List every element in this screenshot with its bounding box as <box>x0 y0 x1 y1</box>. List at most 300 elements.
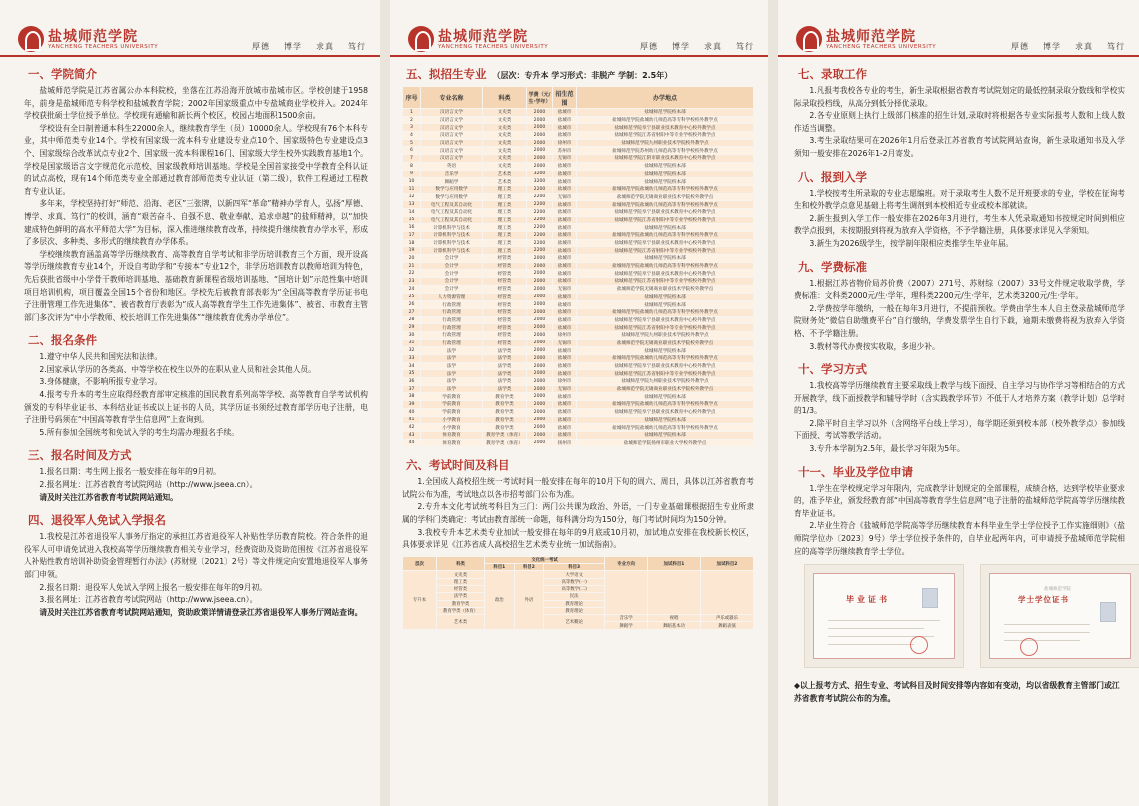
table-cell: 盐城师范学院盐城幼儿师范高等专科学校校外教学点 <box>577 201 754 209</box>
table-cell: 2000 <box>527 124 553 132</box>
table-cell: 汉语言文学 <box>421 124 483 132</box>
table-cell: 行政管理 <box>421 308 483 316</box>
table-cell: 盐城师范学院盐城幼儿师范高等专科学校校外教学点 <box>577 401 754 409</box>
table-cell: 行政管理 <box>421 324 483 332</box>
table-cell: 经管类 <box>437 586 485 593</box>
table-row <box>403 355 754 363</box>
list-item: 2.除平时自主学习以外（含网络平台线上学习），每学期还须到校本部（校外教学点）参加线下面授、考试等教学活动。 <box>794 418 1125 441</box>
table-cell: 无锡市 <box>553 339 577 347</box>
table-cell: 电气工程及其自动化 <box>421 216 483 224</box>
motto-word: 求真 <box>316 42 334 51</box>
table-cell: 法学 <box>421 378 483 386</box>
table-cell: 19 <box>403 247 421 255</box>
table-cell: 高等数学(二) <box>544 586 605 593</box>
list-item: 3.专升本学制为2.5年，最长学习年限为5年。 <box>809 444 965 454</box>
table-cell: 2000 <box>527 270 553 278</box>
school-name-en: YANCHENG TEACHERS UNIVERSITY <box>48 44 159 50</box>
column-header: 加试科目2 <box>700 556 753 571</box>
table-cell: 理工类 <box>483 193 527 201</box>
table-cell: 政治 <box>485 571 515 629</box>
section-title: 七、录取工作 <box>798 67 867 81</box>
table-cell: 盐城师范学院阜宁县职业技术教育中心校外教学点 <box>577 239 754 247</box>
table-cell: 文史类 <box>483 139 527 147</box>
motto-word: 博学 <box>672 42 690 51</box>
table-cell: 学前教育 <box>421 408 483 416</box>
motto-word: 求真 <box>704 42 722 51</box>
disclaimer-note: ◆以上报考方式、招生专业、考试科目及时间安排等内容如有变动，均以省级教育主管部门或江苏省教育考试院公布的为准。 <box>794 681 1120 703</box>
column-header: 招生范围 <box>553 87 577 109</box>
list-item: 2.报名网址：江苏省教育考试院网站（http://www.jseea.cn）。 <box>39 480 258 490</box>
table-cell: 高等数学(一) <box>544 578 605 585</box>
table-cell: 经管类 <box>483 316 527 324</box>
table-cell: 32 <box>403 347 421 355</box>
table-cell: 37 <box>403 385 421 393</box>
table-row <box>403 293 754 301</box>
table-cell: 2200 <box>527 247 553 255</box>
table-cell: 盐城师范学院盐城幼儿师范高等专科学校校外教学点 <box>577 116 754 124</box>
table-cell: 专升本 <box>403 571 437 629</box>
table-cell: 盐城市 <box>553 224 577 232</box>
section-title: 十一、毕业及学位申请 <box>798 464 913 479</box>
section-title: 六、考试时间及科目 <box>406 458 510 473</box>
plan-subtitle: （层次：专升本 学习形式：非脱产 学制：2.5年） <box>492 71 673 80</box>
table-cell: 盐城师范学院盐城幼儿师范高等专科学校校外教学点 <box>577 262 754 270</box>
table-cell: 1 <box>403 109 421 117</box>
table-cell: 盐城师范学院无锡商业职业技术学院校外教学点 <box>577 193 754 201</box>
table-row <box>403 239 754 247</box>
page-1 <box>0 0 380 806</box>
table-cell: 15 <box>403 216 421 224</box>
table-cell: 2000 <box>527 378 553 386</box>
table-cell: 5 <box>403 139 421 147</box>
table-cell: 2000 <box>527 416 553 424</box>
table-cell: 盐城师范学院校本部 <box>577 393 754 401</box>
table-cell: 盐城市 <box>553 232 577 240</box>
list-item: 1.学校按考生所录取的专业志愿编班。对于录取考生人数不足开班要求的专业，学校在征询考生和校外教学点意见基础上将考生调剂到本校相近专业或校本部就读。 <box>794 188 1125 211</box>
table-cell: 数学与应用数学 <box>421 193 483 201</box>
table-cell: 16 <box>403 224 421 232</box>
table-row <box>403 109 754 117</box>
table-cell: 盐城师范学院江苏省射阳中等专业学校校外教学点 <box>577 278 754 286</box>
table-cell: 经管类 <box>483 270 527 278</box>
table-cell: 盐城师范学院校本部 <box>577 347 754 355</box>
table-cell: 盐城师范学院盐城幼儿师范高等专科学校校外教学点 <box>577 424 754 432</box>
table-row <box>403 393 754 401</box>
table-cell: 经管类 <box>483 278 527 286</box>
table-cell: 25 <box>403 293 421 301</box>
table-cell: 4 <box>403 132 421 140</box>
table-cell: 盐城市 <box>553 132 577 140</box>
table-row <box>403 339 754 347</box>
section-title <box>406 67 754 83</box>
table-cell: 21 <box>403 262 421 270</box>
column-header: 专业名称 <box>421 87 483 109</box>
table-cell: 24 <box>403 285 421 293</box>
photo-placeholder <box>922 588 938 608</box>
table-cell: 2000 <box>527 347 553 355</box>
table-cell: 小学教育 <box>421 424 483 432</box>
table-cell: 盐城师范学院阜宁县职业技术教育中心校外教学点 <box>577 362 754 370</box>
table-cell: 盐城师范学院九州职业技术学院校外教学点 <box>577 331 754 339</box>
diploma-certificate-image <box>804 564 964 668</box>
table-cell: 34 <box>403 362 421 370</box>
table-cell: 盐城师范学院阜宁县职业技术教育中心校外教学点 <box>577 270 754 278</box>
table-cell: 教育学类 <box>483 393 527 401</box>
table-row <box>403 208 754 216</box>
table-cell: 盐城师范学院无锡商业职业技术学院校外教学点 <box>577 385 754 393</box>
list-item: 1.学生在学校规定学习年限内，完成教学计划规定的全部课程，成绩合格，达到学校毕业要求的，准予毕业，颁发经教育部“中国高等教育学生信息网”电子注册的盐城师范学院高等学历继续教育毕业证书。 <box>794 483 1125 518</box>
table-cell: 会计学 <box>421 255 483 263</box>
table-row <box>403 401 754 409</box>
table-row <box>403 193 754 201</box>
table-row <box>403 285 754 293</box>
table-cell: 3200 <box>527 178 553 186</box>
table-cell: 盐城师范学院无锡商业职业技术学院校外教学点 <box>577 285 754 293</box>
table-cell: 2000 <box>527 278 553 286</box>
table-cell: 2200 <box>527 185 553 193</box>
list-item: 3.考生录取结果可在2026年1月后登录江苏省教育考试院网站查询，新生录取通知书及入学须知一般安排在2026年1-2月寄发。 <box>794 136 1125 158</box>
table-cell: 36 <box>403 378 421 386</box>
table-cell: 盐城师范学院江阴市职业技术教育中心校外教学点 <box>577 155 754 163</box>
table-cell: 外语 <box>514 571 544 629</box>
table-cell: 经管类 <box>483 324 527 332</box>
table-cell: 7 <box>403 155 421 163</box>
table-row <box>403 278 754 286</box>
list-item: 3.教材等代办费按实收取，多退少补。 <box>809 341 940 351</box>
table-cell: 计算机科学与技术 <box>421 247 483 255</box>
table-cell: 2200 <box>527 201 553 209</box>
school-logo-icon <box>408 26 434 52</box>
bold-notice: 请及时关注江苏省教育考试院网站通知。 <box>39 492 178 502</box>
table-cell: 12 <box>403 193 421 201</box>
table-cell: 2000 <box>527 362 553 370</box>
table-cell: 经管类 <box>483 293 527 301</box>
column-header: 层次 <box>403 556 437 571</box>
list-item: 3.身体健康，不影响所报专业学习。 <box>39 377 163 387</box>
list-item: 2.各专业原则上执行上级部门核准的招生计划,录取时将根据各专业实际报考人数和上线人数作适当调整。 <box>794 111 1125 133</box>
table-cell: 6 <box>403 147 421 155</box>
table-cell: 教育理论 <box>544 600 605 607</box>
table-cell: 盐城市 <box>553 255 577 263</box>
table-cell: 盐城师范学院校本部 <box>577 224 754 232</box>
school-name-cn: 盐城师范学院 <box>438 29 528 45</box>
table-cell: 2200 <box>527 232 553 240</box>
table-cell: 理工类 <box>483 208 527 216</box>
table-cell: 会计学 <box>421 285 483 293</box>
table-cell: 文史类 <box>483 147 527 155</box>
table-cell: 35 <box>403 370 421 378</box>
column-header: 科目1 <box>485 564 515 571</box>
table-cell: 法学 <box>421 385 483 393</box>
table-cell: 2000 <box>527 339 553 347</box>
paragraph: 学校继续教育涵盖高等学历继续教育、高等教育自学考试和非学历培训教育三个方面，现开设高等学历继续教育专业14个，开设自考助学和“专接本”专业12个，非学历培训教育以教师培训为特色，先后获批省级中小学骨干教师培训基地、基础教育新课程省级培训基地、“国培计划”示范性集中培训项目培训机构，项目覆盖全国15个省份和地区。学校先后被教育部表彰为“全国高等教育学历证书电子注册管理工作先进集体”、被省教育厅表彰为“成人高等教育学生工作先进集体”、被省、市教育主管部门多次评为“中小学教师、校长培训工作先进集体”“继续教育优秀办学单位”。 <box>24 249 368 322</box>
table-cell: 盐城师范学院校本部 <box>577 109 754 117</box>
table-cell: 理工类 <box>483 247 527 255</box>
motto-word: 求真 <box>1075 42 1093 51</box>
page-header <box>0 0 380 58</box>
list-item: 1.报名日期：考生网上报名一般安排在每年的9月初。 <box>39 467 221 477</box>
table-row <box>403 362 754 370</box>
table-cell: 教育学类 <box>483 408 527 416</box>
table-cell: 教育学类 <box>483 424 527 432</box>
table-cell: 3 <box>403 124 421 132</box>
table-cell: 42 <box>403 424 421 432</box>
table-row <box>403 155 754 163</box>
table-cell: 2200 <box>527 193 553 201</box>
table-cell: 盐城市 <box>553 124 577 132</box>
table-cell: 2000 <box>527 308 553 316</box>
list-item: 4.报考专升本的考生应取得经教育部审定核准的国民教育系列高等学校、高等教育自学考试机构颁发的专科毕业证书、本科结业证书或以上证书的人员，其学历证书须经过教育部学历电子注册，电子注册号码须在“中国高等教育学生信息网”上查询到。 <box>24 390 368 425</box>
table-row <box>403 124 754 132</box>
school-logo-icon <box>18 26 44 52</box>
section-title: 十、学习方式 <box>798 362 867 377</box>
table-cell: 汉语言文学 <box>421 116 483 124</box>
header-rule <box>390 55 768 57</box>
list-item: 1.根据江苏省物价局苏价费（2007）271号、苏财综（2007）33号文件规定收取学费，学费标准：文科类2000元/生·学年，理科类2200元/生·学年，艺术类3200元/生·学年。 <box>794 278 1125 301</box>
table-cell: 43 <box>403 431 421 439</box>
table-cell: 盐城市 <box>553 201 577 209</box>
table-cell: 体育教育 <box>421 431 483 439</box>
table-cell: 23 <box>403 278 421 286</box>
column-header: 科目2 <box>514 564 544 571</box>
table-row <box>403 439 754 447</box>
table-cell: 2000 <box>527 285 553 293</box>
table-cell: 盐城师范学院盐城幼儿师范高等专科学校校外教学点 <box>577 232 754 240</box>
table-cell: 苏州市 <box>553 147 577 155</box>
table-cell: 盐城市 <box>553 208 577 216</box>
table-cell: 经管类 <box>483 285 527 293</box>
page-fold <box>380 0 390 806</box>
table-row <box>403 116 754 124</box>
table-cell: 盐城师范学院校本部 <box>577 301 754 309</box>
table-cell: 盐城市 <box>553 216 577 224</box>
table-cell: 盐城市 <box>553 424 577 432</box>
section-title: 九、学费标准 <box>798 259 867 274</box>
table-cell: 法学类 <box>483 355 527 363</box>
table-cell: 学前教育 <box>421 401 483 409</box>
table-cell: 盐城师范学院江苏省射阳中等专业学校校外教学点 <box>577 247 754 255</box>
table-cell: 盐城师范学院盐城幼儿师范高等专科学校校外教学点 <box>577 185 754 193</box>
table-cell: 盐城市 <box>553 116 577 124</box>
table-cell: 盐城市 <box>553 431 577 439</box>
table-cell: 经管类 <box>483 262 527 270</box>
school-name-en: YANCHENG TEACHERS UNIVERSITY <box>826 44 937 50</box>
seal-icon <box>910 636 928 654</box>
table-cell: 盐城师范学院校本部 <box>577 255 754 263</box>
table-cell: 电气工程及其自动化 <box>421 201 483 209</box>
table-cell: 44 <box>403 439 421 447</box>
list-item: 2.国家承认学历的各类高、中等学校在校生以外的在职从业人员和社会其他人员。 <box>39 364 316 374</box>
list-item: 3.新生为2026级学生，按学制年限相应类推学生毕业年届。 <box>809 238 1014 248</box>
school-motto <box>997 41 1125 52</box>
table-cell: 汉语言文学 <box>421 132 483 140</box>
table-cell: 舞蹈基本功 <box>647 622 700 629</box>
table-cell: 文史类 <box>483 109 527 117</box>
table-header-row <box>403 87 754 109</box>
table-cell: 41 <box>403 416 421 424</box>
table-cell: 39 <box>403 401 421 409</box>
school-motto <box>238 41 366 52</box>
table-row <box>403 216 754 224</box>
table-cell: 教育学类（体育） <box>483 431 527 439</box>
table-row <box>403 378 754 386</box>
section-title: 八、报到入学 <box>798 169 867 184</box>
table-cell: 2000 <box>527 293 553 301</box>
table-cell: 艺术类 <box>483 178 527 186</box>
table-cell: 盐城师范学院盐城幼儿师范高等专科学校校外教学点 <box>577 355 754 363</box>
table-cell: 法学类 <box>483 362 527 370</box>
table-cell: 视唱 <box>647 615 700 622</box>
table-cell: 2000 <box>527 116 553 124</box>
table-cell: 盐城市 <box>553 293 577 301</box>
table-cell: 法学类 <box>483 370 527 378</box>
table-cell: 行政管理 <box>421 331 483 339</box>
table-cell: 会计学 <box>421 262 483 270</box>
table-row <box>403 370 754 378</box>
paragraph: 1.全国成人高校招生统一考试时间一般安排在每年的10月下旬的周六、周日，具体以江苏省教育考试院公布为准，考试地点以各市招考部门公布为准。 <box>402 477 754 499</box>
photo-placeholder <box>1100 602 1116 622</box>
table-cell <box>700 571 753 615</box>
table-cell: 盐城师范学院江苏省射阳中等专业学校校外教学点 <box>577 132 754 140</box>
table-row <box>403 178 754 186</box>
table-cell: 盐城市 <box>553 308 577 316</box>
table-cell: 盐城师范学院校本部 <box>577 416 754 424</box>
table-cell: 经管类 <box>483 301 527 309</box>
table-row <box>403 316 754 324</box>
table-cell: 汉语言文学 <box>421 155 483 163</box>
table-cell: 26 <box>403 301 421 309</box>
table-cell: 理工类 <box>483 201 527 209</box>
table-row <box>403 162 754 170</box>
table-cell: 盐城市 <box>553 362 577 370</box>
table-cell <box>605 571 648 615</box>
table-row <box>403 170 754 178</box>
table-cell: 声乐或器乐 <box>700 615 753 622</box>
table-cell: 盐城市 <box>553 170 577 178</box>
table-cell: 2000 <box>527 424 553 432</box>
degree-certificate-image <box>980 564 1139 668</box>
table-row <box>403 139 754 147</box>
table-cell: 2000 <box>527 262 553 270</box>
table-cell: 27 <box>403 308 421 316</box>
table-cell: 盐城市 <box>553 278 577 286</box>
table-cell: 9 <box>403 170 421 178</box>
table-cell <box>647 571 700 615</box>
table-cell: 14 <box>403 208 421 216</box>
list-item: 1.我校高等学历继续教育主要采取线上教学与线下面授、自主学习与协作学习等相结合的方式开展教学，线下面授教学和辅导学时（含实践教学环节）不低于人才培养方案（教学计划）总学时的1/3。 <box>794 381 1125 416</box>
table-cell: 数学与应用数学 <box>421 185 483 193</box>
exam-subject-table <box>402 556 754 630</box>
enrollment-plan-table <box>402 86 754 447</box>
table-row <box>403 324 754 332</box>
list-item: 2.毕业生符合《盐城师范学院高等学历继续教育本科毕业生学士学位授予工作实施细则》（盐师院学位办〔2023〕9号）学士学位授予条件的，自毕业起两年内，可申请授予盐城师范学院相应的高等学历继续教育学士学位。 <box>794 521 1125 556</box>
page-3 <box>778 0 1139 806</box>
table-cell: 法学 <box>421 370 483 378</box>
table-cell: 盐城师范学院苏州幼儿师范高等专科学校校外教学点 <box>577 147 754 155</box>
header-rule <box>0 55 380 57</box>
plan-title: 五、拟招生专业 <box>406 67 487 81</box>
table-cell: 盐城市 <box>553 408 577 416</box>
table-row <box>403 424 754 432</box>
table-cell: 盐城市 <box>553 239 577 247</box>
table-cell: 盐城市 <box>553 262 577 270</box>
table-cell: 法学 <box>421 347 483 355</box>
table-cell: 盐城师范学院校本部 <box>577 178 754 186</box>
motto-word: 厚德 <box>640 42 658 51</box>
table-cell: 民法 <box>544 593 605 600</box>
table-cell: 2000 <box>527 162 553 170</box>
table-cell: 3200 <box>527 170 553 178</box>
table-cell: 文史类 <box>483 132 527 140</box>
table-cell: 17 <box>403 232 421 240</box>
table-cell: 2000 <box>527 324 553 332</box>
table-cell: 理工类 <box>483 224 527 232</box>
table-cell: 2000 <box>527 316 553 324</box>
table-cell: 18 <box>403 239 421 247</box>
table-cell: 教育理论 <box>544 607 605 614</box>
table-row <box>403 431 754 439</box>
table-cell: 学前教育 <box>421 393 483 401</box>
table-cell: 2000 <box>527 155 553 163</box>
column-header: 科目3 <box>544 564 605 571</box>
table-cell: 无锡市 <box>553 385 577 393</box>
school-name-cn: 盐城师范学院 <box>48 29 138 45</box>
table-cell: 盐城市 <box>553 316 577 324</box>
motto-word: 笃行 <box>736 42 754 51</box>
table-cell: 计算机科学与技术 <box>421 232 483 240</box>
table-cell: 盐城师范学院阜宁县职业技术教育中心校外教学点 <box>577 208 754 216</box>
motto-word: 笃行 <box>1107 42 1125 51</box>
table-cell: 艺术概论 <box>544 615 605 630</box>
table-row <box>403 408 754 416</box>
table-cell: 盐城师范学院江苏省射阳中等专业学校校外教学点 <box>577 370 754 378</box>
table-row <box>403 262 754 270</box>
page-2 <box>390 0 768 806</box>
table-cell: 经管类 <box>483 255 527 263</box>
column-header: 办学地点 <box>577 87 754 109</box>
table-cell: 舞蹈表演 <box>700 622 753 629</box>
table-cell: 28 <box>403 316 421 324</box>
table-cell: 文史类 <box>483 116 527 124</box>
motto-word: 博学 <box>1043 42 1061 51</box>
column-header: 科类 <box>483 87 527 109</box>
degree-title: 学士学位证书 <box>1018 595 1069 605</box>
table-cell: 盐城师范学院校本部 <box>577 293 754 301</box>
motto-word: 博学 <box>284 42 302 51</box>
table-cell: 舞蹈学 <box>605 622 648 629</box>
column-header: 序号 <box>403 87 421 109</box>
table-row <box>403 385 754 393</box>
list-item: 1.遵守中华人民共和国宪法和法律。 <box>39 352 163 362</box>
table-row <box>403 132 754 140</box>
school-name-en: YANCHENG TEACHERS UNIVERSITY <box>438 44 549 50</box>
table-cell: 体育教育 <box>421 439 483 447</box>
table-row <box>403 270 754 278</box>
table-cell: 汉语言文学 <box>421 147 483 155</box>
table-cell: 2000 <box>527 439 553 447</box>
table-row <box>403 232 754 240</box>
table-cell: 理工类 <box>437 578 485 585</box>
table-cell: 法学类 <box>483 347 527 355</box>
table-cell: 文史类 <box>483 162 527 170</box>
table-cell: 盐城市 <box>553 324 577 332</box>
list-item: 3.报名网址：江苏省教育考试院网站（http://www.jseea.cn）。 <box>39 595 258 605</box>
table-cell: 2000 <box>527 139 553 147</box>
motto-word: 厚德 <box>252 42 270 51</box>
table-cell: 经管类 <box>483 339 527 347</box>
table-cell: 教育学类（体育） <box>437 607 485 614</box>
table-cell: 31 <box>403 339 421 347</box>
